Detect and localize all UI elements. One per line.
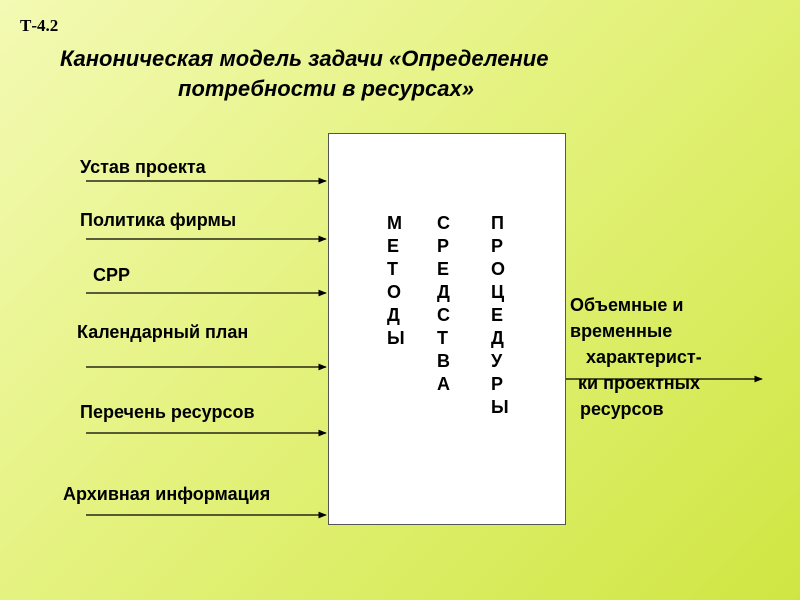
column-procedures-letter: Д <box>491 328 504 348</box>
column-methods-letter: Е <box>387 236 400 256</box>
input-label-policy: Политика фирмы <box>80 210 237 230</box>
input-label-charter: Устав проекта <box>80 157 206 177</box>
input-label-resource-list: Перечень ресурсов <box>80 402 255 422</box>
column-means-letter: А <box>437 374 450 394</box>
column-means-letter: С <box>437 213 450 233</box>
column-methods-letter: О <box>387 282 402 302</box>
column-procedures-letter: Ц <box>491 282 505 302</box>
column-means-letter: Е <box>437 259 450 279</box>
column-procedures-letter: О <box>491 259 506 279</box>
column-means-letter: Р <box>437 236 450 256</box>
title-line-1: Каноническая модель задачи «Определение <box>60 46 549 71</box>
column-procedures-letter: У <box>491 351 503 371</box>
input-label-wbs: СРР <box>93 265 131 285</box>
column-means-letter: В <box>437 351 450 371</box>
column-procedures-letter: Е <box>491 305 504 325</box>
output-line: временные <box>570 321 673 341</box>
output-line: ки проектных <box>578 373 701 393</box>
column-means-letter: Т <box>437 328 448 348</box>
column-means-letter: С <box>437 305 450 325</box>
input-label-schedule: Календарный план <box>77 322 249 342</box>
column-means-letter: Д <box>437 282 450 302</box>
title-line-2: потребности в ресурсах» <box>178 76 474 101</box>
column-methods-letter: Д <box>387 305 400 325</box>
column-methods-letter: Ы <box>387 328 405 348</box>
slide-code: Т-4.2 <box>20 16 59 35</box>
output-line: Объемные и <box>570 295 684 315</box>
column-procedures-letter: П <box>491 213 504 233</box>
output-line: характерист- <box>586 347 702 367</box>
column-methods-letter: М <box>387 213 402 233</box>
column-procedures-letter: Ы <box>491 397 509 417</box>
process-box <box>328 133 566 525</box>
output-line: ресурсов <box>580 399 664 419</box>
column-procedures-letter: Р <box>491 236 504 256</box>
column-means <box>437 212 450 396</box>
output-label <box>570 292 702 422</box>
input-label-archive: Архивная информация <box>63 484 271 504</box>
column-procedures <box>491 212 509 419</box>
column-procedures-letter: Р <box>491 374 504 394</box>
column-methods <box>387 212 405 350</box>
column-methods-letter: Т <box>387 259 398 279</box>
